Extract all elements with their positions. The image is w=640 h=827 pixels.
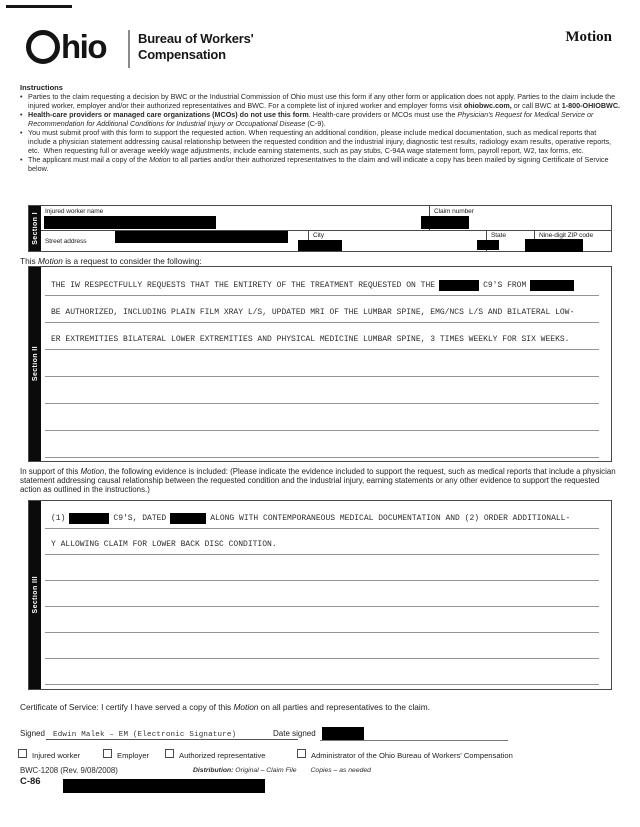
blank-line xyxy=(45,607,599,633)
blank-line xyxy=(45,555,599,581)
section3-bar-label: Section III xyxy=(31,576,39,614)
ohio-logo-o-icon xyxy=(26,30,60,64)
role-authorized-representative xyxy=(165,749,266,760)
instructions-block xyxy=(20,83,621,174)
scan-edge-mark xyxy=(6,5,72,8)
instruction-text: The applicant must mail a copy of the Motion to all parties and/or their authorized representatives to the claim and will indicate a copy has been mailed by signing Certificate of Service below. xyxy=(28,155,611,173)
injured-worker-label: Injured worker xyxy=(32,751,81,760)
brand-line1: Bureau of Workers' xyxy=(138,31,254,46)
authorized-representative-label: Authorized representative xyxy=(179,751,266,760)
brand-line2: Compensation xyxy=(138,46,226,62)
typed-line: (1) C9'S, DATED ALONG WITH CONTEMPORANEOUS MEDICAL DOCUMENTATION AND (2) ORDER ADDITIONALL- xyxy=(45,503,599,529)
redacted-city xyxy=(298,240,342,251)
logo-divider xyxy=(128,30,130,68)
claim-number-label: Claim number xyxy=(434,208,474,215)
section1-bar-label: Section I xyxy=(31,212,39,245)
section3-box xyxy=(28,500,612,690)
role-employer xyxy=(103,749,149,760)
form-number: BWC-1208 (Rev. 9/08/2008) xyxy=(20,766,118,775)
instruction-bullet-2 xyxy=(20,111,621,129)
injured-worker-checkbox[interactable] xyxy=(18,749,27,758)
ohio-bwc-logo xyxy=(26,30,106,64)
section3-lines xyxy=(41,501,611,689)
typed-line: BE AUTHORIZED, INCLUDING PLAIN FILM XRAY L/S, UPDATED MRI OF THE LUMBAR SPINE, EMG/NCS L/S AND BILATERAL LOW- xyxy=(45,296,599,323)
blank-line xyxy=(45,404,599,431)
distribution-note: Distribution: Original – Claim File Copies – as needed xyxy=(193,767,371,774)
instructions-heading: Instructions xyxy=(20,83,63,92)
role-injured-worker xyxy=(18,749,80,760)
form-code: C-86 xyxy=(20,776,41,787)
role-administrator xyxy=(297,749,513,760)
redacted-inline-value xyxy=(439,280,479,291)
bullet-marker: • xyxy=(20,128,23,138)
redacted-street-address xyxy=(115,231,288,243)
section2-lines xyxy=(41,267,611,461)
injured-worker-name-label: Injured worker name xyxy=(45,208,104,215)
evidence-note: In support of this Motion, the following evidence is included: (Please indicate the evidence included to support the request, such as medical reports that include a physician statement addressing causal relationship between the requested condition and the industrial injury, earning statements or any other evidence to support the requested action as outlined in the instructions.) xyxy=(20,467,618,495)
bullet-marker: • xyxy=(20,92,23,101)
typed-line: Y ALLOWING CLAIM FOR LOWER BACK DISC CONDITION. xyxy=(45,529,599,555)
copies-note: Copies – as needed xyxy=(310,767,371,774)
redacted-zip xyxy=(525,239,583,252)
blank-line xyxy=(45,377,599,404)
signed-label: Signed xyxy=(20,729,45,738)
certificate-of-service: Certificate of Service: I certify I have served a copy of this Motion on all parties and representatives to the claim. xyxy=(20,702,430,712)
section3-bar xyxy=(29,501,41,689)
bullet-marker: • xyxy=(20,110,23,120)
blank-line xyxy=(45,581,599,607)
signature-value: Edwin Malek – EM (Electronic Signature) xyxy=(53,731,237,739)
city-label: City xyxy=(313,232,324,239)
page-title: Motion xyxy=(565,29,612,45)
typed-line: ER EXTREMITIES BILATERAL LOWER EXTREMITIES AND PHYSICAL MEDICINE LUMBAR SPINE, 3 TIMES WEEKLY FOR SIX WEEKS. xyxy=(45,323,599,350)
zip-label: Nine-digit ZIP code xyxy=(539,232,594,239)
instruction-bullet-3 xyxy=(20,129,621,155)
motion-request-line: This Motion is a request to consider the following: xyxy=(20,256,202,266)
blank-line xyxy=(45,633,599,659)
employer-label: Employer xyxy=(117,751,150,760)
redacted-inline-value xyxy=(170,513,206,524)
redacted-bottom-bar xyxy=(63,779,265,793)
brand-name xyxy=(138,31,254,62)
typed-line: THE IW RESPECTFULLY REQUESTS THAT THE ENTIRETY OF THE TREATMENT REQUESTED ON THE C9'S FROM xyxy=(45,269,599,296)
state-label: State xyxy=(491,232,506,239)
street-address-label: Street address xyxy=(45,238,87,245)
section2-box xyxy=(28,266,612,462)
date-signed-label: Date signed xyxy=(273,729,316,738)
instruction-text: You must submit proof with this form to support the requested action. When requesting an additional condition, please include medical documentation, such as medical reports that include a physician statement addressing causal relationship between the requested condition and the industrial injury, diagnostic test results, radiology exam results, operative reports, etc. When requesting full or average weekly wage adjustments, include earning statements, such as pay stubs, C-94A wage statement form, payroll report, W2, tax forms, etc. xyxy=(28,128,614,155)
administrator-checkbox[interactable] xyxy=(297,749,306,758)
blank-line xyxy=(45,350,599,377)
section2-bar-label: Section II xyxy=(31,346,39,382)
section2-bar xyxy=(29,267,41,461)
redacted-injured-worker-name xyxy=(44,216,216,229)
instruction-bullet-4 xyxy=(20,156,621,174)
redacted-inline-value xyxy=(530,280,574,291)
instruction-bullet-1 xyxy=(20,93,621,111)
instruction-text: Parties to the claim requesting a decision by BWC or the Industrial Commission of Ohio must use this form if any other form or application does not apply. Parties to the claim include the injured worker, employer and/or their authorized representatives and BWC. For a complete list of injured worker and employer forms visit ohiobwc.com, or call BWC at 1-800-OHIOBWC. xyxy=(28,92,621,110)
redacted-inline-value xyxy=(69,513,109,524)
employer-checkbox[interactable] xyxy=(103,749,112,758)
signature-line xyxy=(46,726,298,740)
section1-bar xyxy=(29,206,41,251)
redacted-claim-number xyxy=(421,216,469,229)
redacted-date-signed xyxy=(322,727,364,740)
bullet-marker: • xyxy=(20,155,23,165)
authorized-representative-checkbox[interactable] xyxy=(165,749,174,758)
redacted-state xyxy=(477,240,499,250)
blank-line xyxy=(45,431,599,458)
blank-line xyxy=(45,659,599,685)
ohio-logo-text: hio xyxy=(61,28,106,65)
instruction-text: Health-care providers or managed care organizations (MCOs) do not use this form. Health-care providers or MCOs must use the Physician's Request for Medical Service or Recommendation for Additional Conditions for Industrial Injury or Occupational Disease (C-9). xyxy=(28,110,596,128)
administrator-label: Administrator of the Ohio Bureau of Workers' Compensation xyxy=(311,751,513,760)
